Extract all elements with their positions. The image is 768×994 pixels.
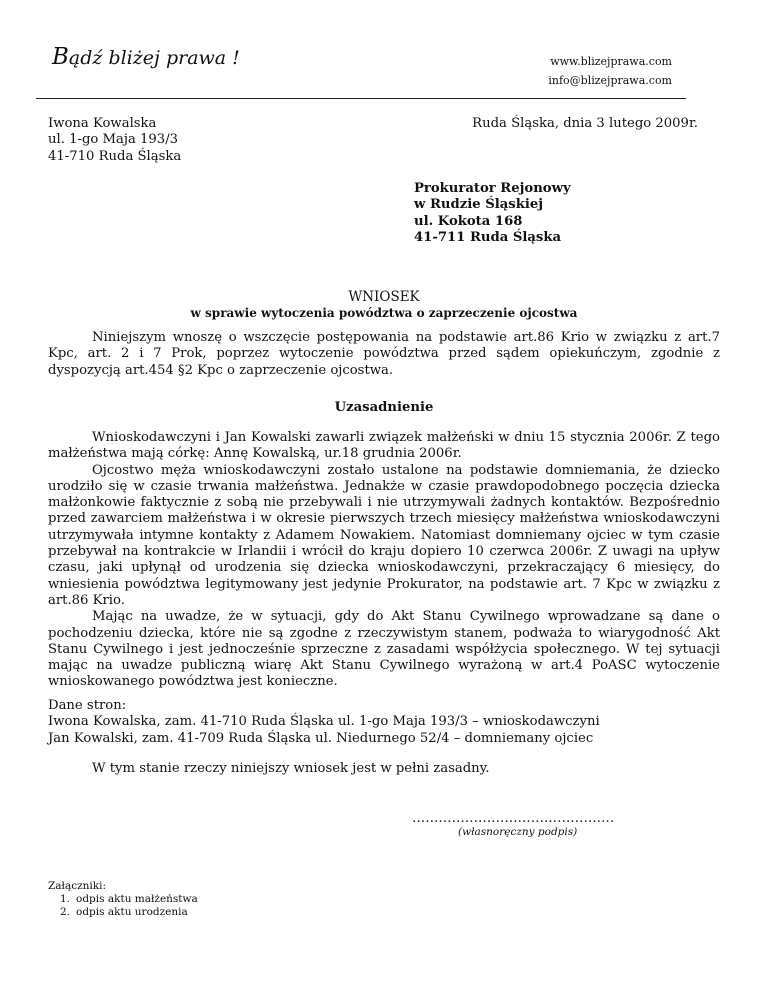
list-item: 1. odpis aktu małżeństwa <box>59 893 198 905</box>
header-divider <box>36 98 686 99</box>
party-applicant: Iwona Kowalska, zam. 41-710 Ruda Śląska ul. 1-go Maja 193/3 – wnioskodawczyni <box>48 714 600 730</box>
parties-block <box>48 698 600 747</box>
justification-body <box>48 430 720 691</box>
intro-paragraph: Niniejszym wnoszę o wszczęcie postępowania na podstawie art.86 Krio w związku z art.7 Kpc, art. 2 i 7 Prok, poprzez wytoczenie powództwa przed sądem opiekuńczym, zgodnie z dyspozycją art.454 §2 Kpc o zaprzeczenie ojcostwa. <box>48 330 720 378</box>
justification-heading: Uzasadnienie <box>334 400 434 415</box>
sender-name: Iwona Kowalska <box>48 116 157 131</box>
attachments-list <box>48 893 198 919</box>
recipient-place: w Rudzie Śląskiej <box>414 197 544 213</box>
attachments-heading: Załączniki: <box>48 880 107 892</box>
brand-initial: B <box>52 44 69 70</box>
recipient-address <box>414 181 571 246</box>
sender-street: ul. 1-go Maja 193/3 <box>48 132 179 148</box>
sender-address <box>48 116 181 165</box>
signature-label: (własnoręczny podpis) <box>458 826 578 838</box>
recipient-name: Prokurator Rejonowy <box>414 181 571 196</box>
paragraph-marriage: Wnioskodawczyni i Jan Kowalski zawarli związek małżeński w dniu 15 stycznia 2006r. Z tego małżeństwa mają córkę: Annę Kowalską, ur.18 grudnia 2006r. <box>48 430 720 462</box>
list-item: 2. odpis aktu urodzenia <box>59 906 188 918</box>
closing-sentence: W tym stanie rzeczy niniejszy wniosek jest w pełni zasadny. <box>92 761 490 776</box>
attachments-block <box>48 880 198 919</box>
party-presumed-father: Jan Kowalski, zam. 41-709 Ruda Śląska ul. Niedurnego 52/4 – domniemany ojciec <box>48 730 594 746</box>
website-link[interactable]: www.blizejprawa.com <box>550 55 672 68</box>
sender-city: 41-710 Ruda Śląska <box>48 148 182 164</box>
paragraph-paternity: Ojcostwo męża wnioskodawczyni zostało ustalone na podstawie domniemania, że dziecko urodziło się w czasie trwania małżeństwa. Jednakże w czasie prawdopodobnego poczęcia dziecka małżonkowie faktycznie z sobą nie przebywali i nie utrzymywali żadnych kontaktów. Bezpośrednio przed zawarciem małżeństwa i w okresie pierwszych trzech miesięcy małżeństwa wnioskodawczyni utrzymywała intymne kontakty z Adamem Nowakiem. Natomiast domniemany ojciec w tym czasie przebywał na kontrakcie w Irlandii i wrócił do kraju dopiero 10 czerwca 2006r. Z uwagi na upływ czasu, jaki upłynął od urodzenia się dziecka wnioskodawczyni, przekraczający 6 miesięcy, do wniesienia powództwa legitymowany jest jedynie Prokurator, na podstawie art. 7 Kpc w związku z art.86 Krio. <box>48 462 720 608</box>
recipient-city: 41-711 Ruda Śląska <box>414 229 562 245</box>
brand-logo-text <box>52 44 240 70</box>
paragraph-civil-records: Mając na uwadze, że w sytuacji, gdy do Akt Stanu Cywilnego wprowadzane są dane o pochodzeniu dziecka, które nie są zgodne z rzeczywistym stanem, podważa to wiarygodność Akt Stanu Cywilnego i jest jednocześnie sprzeczne z zasadami współżycia społecznego. W tej sytuacji mając na uwadze publiczną wiarę Akt Stanu Cywilnego wyrażoną w art.4 PoASC wytoczenie wnioskowanego powództwa jest konieczne. <box>48 609 720 690</box>
signature-line: ………………………………………. <box>412 811 615 826</box>
email-link[interactable]: info@blizejprawa.com <box>548 74 672 87</box>
parties-heading: Dane stron: <box>48 698 127 713</box>
document-title: WNIOSEK <box>348 289 420 305</box>
brand-rest: ądź bliżej prawa ! <box>68 47 240 69</box>
recipient-street: ul. Kokota 168 <box>414 213 523 229</box>
place-date: Ruda Śląska, dnia 3 lutego 2009r. <box>472 116 698 131</box>
document-subtitle: w sprawie wytoczenia powództwa o zaprzeczenie ojcostwa <box>190 306 578 320</box>
